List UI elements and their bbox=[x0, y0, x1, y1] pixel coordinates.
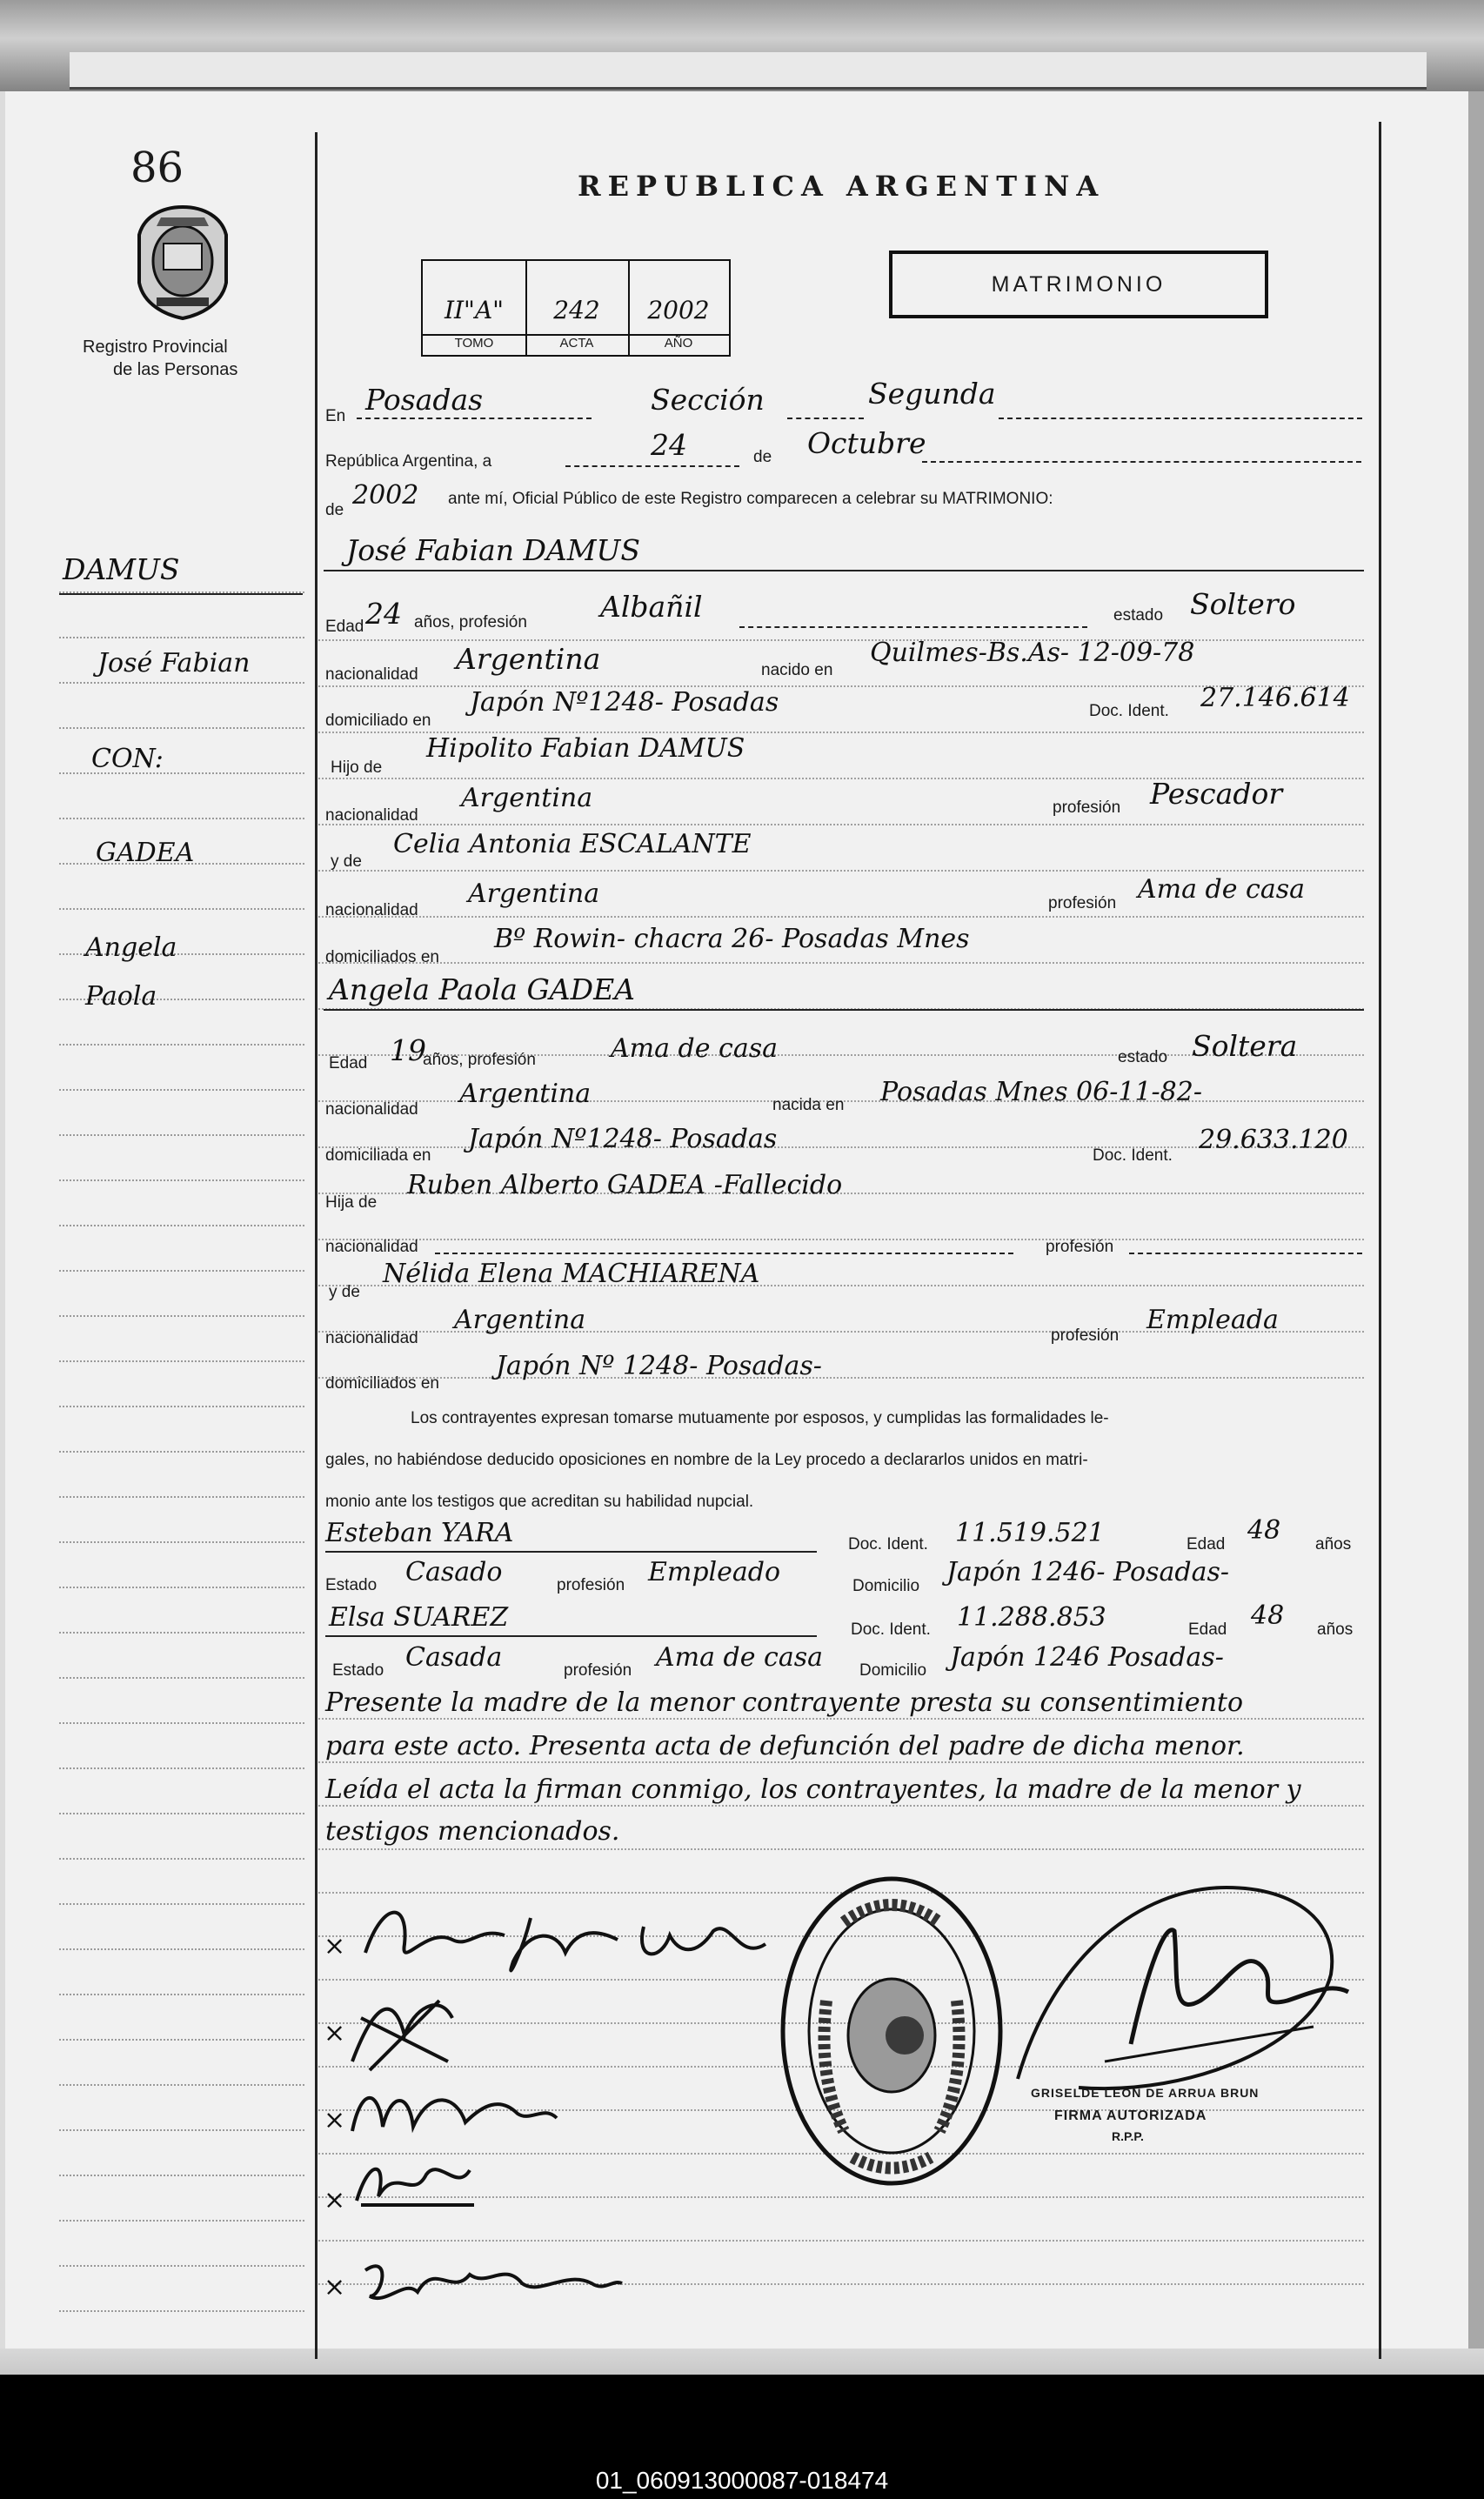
label-nacida: nacida en bbox=[772, 1096, 845, 1114]
margin-rule-line bbox=[59, 637, 304, 638]
signature-mark: × bbox=[324, 2185, 346, 2215]
bride-father-name: Ruben Alberto GADEA -Fallecido bbox=[407, 1170, 843, 1200]
tomo-label: TOMO bbox=[423, 334, 525, 351]
witness2-name: Elsa SUAREZ bbox=[329, 1602, 509, 1633]
main-rule-line bbox=[318, 1718, 1364, 1720]
margin-rule-line bbox=[59, 1541, 304, 1543]
label-estado: estado bbox=[1113, 606, 1164, 625]
ano-label: AÑO bbox=[628, 334, 729, 351]
main-rule-line bbox=[318, 962, 1364, 964]
groom-signature-icon bbox=[357, 1892, 792, 1996]
bride-mother-nationality: Argentina bbox=[454, 1305, 586, 1335]
main-rule-line bbox=[318, 1377, 1364, 1379]
label-nacionalidad: nacionalidad bbox=[325, 1100, 418, 1119]
bride-name: Angela Paola GADEA bbox=[329, 972, 636, 1006]
witness1-profession: Empleado bbox=[648, 1557, 781, 1587]
registry-stamp-icon bbox=[774, 1870, 1009, 2192]
margin-rule-line bbox=[59, 1858, 304, 1860]
label-nacionalidad: nacionalidad bbox=[325, 665, 418, 684]
bride-age: 19 bbox=[390, 1033, 426, 1067]
margin-given-bride-2: Paola bbox=[85, 981, 157, 1012]
label-profesion: profesión bbox=[1048, 894, 1117, 912]
label-nacido: nacido en bbox=[761, 661, 833, 679]
margin-rule-line bbox=[59, 2129, 304, 2131]
margin-rule-line bbox=[59, 1179, 304, 1181]
label-estado: Estado bbox=[332, 1661, 384, 1680]
groom-age: 24 bbox=[365, 597, 402, 631]
margin-rule-line bbox=[59, 1677, 304, 1679]
groom-father-profession: Pescador bbox=[1150, 777, 1283, 811]
witness2-status: Casada bbox=[405, 1642, 503, 1673]
witness2-signature-icon bbox=[357, 2244, 626, 2314]
witness1-age: 48 bbox=[1247, 1515, 1281, 1546]
bride-address: Japón Nº1248- Posadas bbox=[468, 1124, 778, 1154]
field-year: 2002 bbox=[352, 480, 419, 511]
margin-rule-line bbox=[59, 1948, 304, 1950]
label-de: de bbox=[753, 448, 772, 466]
margin-rule-line bbox=[59, 1406, 304, 1407]
label-republic: República Argentina, a bbox=[325, 452, 492, 471]
declaration-line2: gales, no habiéndose deducido oposiciones en nombre de la Ley procedo a declararlos unidos en matri- bbox=[325, 1451, 1088, 1469]
tomo-value: II"A" bbox=[444, 296, 505, 324]
signature-mark: × bbox=[324, 1931, 346, 1961]
coat-of-arms-icon bbox=[130, 200, 235, 322]
ano-value: 2002 bbox=[647, 296, 710, 324]
country-title: REPUBLICA ARGENTINA bbox=[578, 170, 1106, 203]
groom-status: Soltero bbox=[1190, 587, 1296, 621]
note-line2: para este acto. Presenta acta de defunción del padre de dicha menor. bbox=[325, 1731, 1245, 1761]
label-de2: de bbox=[325, 501, 344, 519]
official-name-stamp: GRISELDE LEON DE ARRUA BRUN bbox=[1031, 2086, 1260, 2100]
witness1-status: Casado bbox=[405, 1557, 503, 1587]
witness2-address: Japón 1246 Posadas- bbox=[950, 1642, 1224, 1673]
label-domiciliada: domiciliada en bbox=[325, 1146, 431, 1165]
label-domicilio: Domicilio bbox=[859, 1661, 927, 1680]
mother-signature-icon bbox=[344, 2070, 570, 2148]
label-edad: Edad bbox=[329, 1054, 368, 1072]
label-nacionalidad: nacionalidad bbox=[325, 901, 418, 919]
right-border-line bbox=[1379, 122, 1381, 2359]
groom-profession: Albañil bbox=[600, 590, 703, 624]
margin-rule-line bbox=[59, 2265, 304, 2267]
act-type-box: MATRIMONIO bbox=[889, 251, 1268, 318]
groom-nationality: Argentina bbox=[456, 642, 601, 676]
margin-connector: CON: bbox=[91, 744, 164, 774]
label-domiciliados: domiciliados en bbox=[325, 1374, 439, 1393]
main-rule-line bbox=[318, 2240, 1364, 2242]
label-y-de: y de bbox=[329, 1283, 360, 1301]
margin-underline bbox=[59, 593, 303, 595]
acta-cell bbox=[525, 261, 630, 355]
act-reference-box bbox=[421, 259, 731, 357]
bride-mother-profession: Empleada bbox=[1146, 1305, 1279, 1335]
groom-parents-address: Bº Rowin- chacra 26- Posadas Mnes bbox=[494, 924, 970, 954]
label-domiciliados: domiciliados en bbox=[325, 948, 439, 966]
margin-rule-line bbox=[59, 1270, 304, 1272]
field-city: Posadas bbox=[365, 383, 484, 417]
bride-mother-name: Nélida Elena MACHIARENA bbox=[383, 1259, 760, 1289]
official-office-stamp: R.P.P. bbox=[1112, 2129, 1144, 2143]
margin-given-bride-1: Angela bbox=[85, 932, 177, 963]
groom-name: José Fabian DAMUS bbox=[346, 533, 640, 567]
margin-rule-line bbox=[59, 1813, 304, 1814]
label-estado: estado bbox=[1118, 1048, 1168, 1066]
label-en: En bbox=[325, 407, 346, 425]
bride-doc: 29.633.120 bbox=[1199, 1125, 1348, 1155]
label-profesion: profesión bbox=[1046, 1238, 1114, 1256]
margin-rule-line bbox=[59, 1134, 304, 1136]
label-profesion: profesión bbox=[1053, 798, 1121, 817]
margin-divider bbox=[315, 132, 318, 2359]
scan-image-id: 01_060913000087-018474 bbox=[595, 2467, 889, 2494]
bride-signature-icon bbox=[344, 1983, 465, 2079]
margin-rule-line bbox=[59, 1587, 304, 1588]
bride-profession: Ama de casa bbox=[611, 1033, 778, 1064]
page-number: 86 bbox=[130, 144, 184, 192]
witness2-doc: 11.288.853 bbox=[957, 1602, 1106, 1633]
label-profesion: profesión bbox=[1051, 1326, 1120, 1345]
main-rule-line bbox=[318, 824, 1364, 825]
label-hija: Hija de bbox=[325, 1193, 378, 1212]
label-doc: Doc. Ident. bbox=[1089, 702, 1169, 720]
margin-rule-line bbox=[59, 1089, 304, 1091]
margin-rule-line bbox=[59, 1225, 304, 1226]
registry-name-line2: de las Personas bbox=[113, 360, 238, 379]
label-doc: Doc. Ident. bbox=[851, 1620, 931, 1639]
margin-rule-line bbox=[59, 1315, 304, 1317]
groom-birthplace: Quilmes-Bs.As- 12-09-78 bbox=[870, 638, 1195, 668]
registry-name-line1: Registro Provincial bbox=[83, 337, 228, 357]
margin-rule-line bbox=[59, 1767, 304, 1769]
label-anos: años bbox=[1315, 1535, 1352, 1554]
note-line4: testigos mencionados. bbox=[325, 1816, 620, 1847]
main-rule-line bbox=[318, 916, 1364, 918]
label-nacionalidad: nacionalidad bbox=[325, 1329, 418, 1347]
signature-mark: × bbox=[324, 2272, 346, 2302]
witness1-name: Esteban YARA bbox=[325, 1518, 514, 1548]
margin-rule-line bbox=[59, 1994, 304, 1995]
margin-rule-line bbox=[59, 1360, 304, 1362]
label-ante: ante mí, Oficial Público de este Registro comparecen a celebrar su MATRIMONIO: bbox=[448, 490, 1053, 508]
ano-cell bbox=[628, 261, 729, 355]
witness2-age: 48 bbox=[1251, 1600, 1285, 1631]
signature-mark: × bbox=[324, 2018, 346, 2048]
margin-rule-line bbox=[59, 2310, 304, 2312]
groom-mother-name: Celia Antonia ESCALANTE bbox=[393, 829, 752, 859]
label-anos: años bbox=[1317, 1620, 1354, 1639]
label-profesion: profesión bbox=[564, 1661, 632, 1680]
book-top-edge bbox=[0, 0, 1484, 96]
witness1-address: Japón 1246- Posadas- bbox=[946, 1557, 1229, 1587]
margin-rule-line bbox=[59, 1451, 304, 1453]
label-edad: Edad bbox=[1188, 1620, 1227, 1639]
groom-mother-profession: Ama de casa bbox=[1138, 874, 1305, 905]
groom-father-name: Hipolito Fabian DAMUS bbox=[426, 733, 745, 764]
bride-nationality: Argentina bbox=[459, 1079, 592, 1109]
label-doc: Doc. Ident. bbox=[1093, 1146, 1173, 1165]
margin-rule-line bbox=[59, 1722, 304, 1724]
declaration-line1: Los contrayentes expresan tomarse mutuamente por esposos, y cumplidas las formalidades le- bbox=[411, 1409, 1109, 1427]
label-doc: Doc. Ident. bbox=[848, 1535, 928, 1554]
official-role-stamp: FIRMA AUTORIZADA bbox=[1054, 2108, 1207, 2123]
witness2-profession: Ama de casa bbox=[656, 1642, 823, 1673]
bride-status: Soltera bbox=[1192, 1029, 1298, 1063]
bride-parents-address: Japón Nº 1248- Posadas- bbox=[496, 1351, 822, 1381]
label-anos-profesion: años, profesión bbox=[414, 613, 527, 631]
label-nacionalidad: nacionalidad bbox=[325, 806, 418, 825]
label-hijo: Hijo de bbox=[331, 758, 383, 777]
field-day: 24 bbox=[651, 428, 687, 462]
witness1-doc: 11.519.521 bbox=[955, 1518, 1105, 1548]
tomo-cell bbox=[423, 261, 527, 355]
label-edad: Edad bbox=[325, 618, 364, 636]
label-profesion: profesión bbox=[557, 1576, 625, 1594]
main-rule-line bbox=[318, 1239, 1364, 1240]
bride-birthplace: Posadas Mnes 06-11-82- bbox=[880, 1077, 1202, 1107]
label-domiciliado: domiciliado en bbox=[325, 712, 431, 730]
margin-rule-line bbox=[59, 2175, 304, 2176]
declaration-line3: monio ante los testigos que acreditan su habilidad nupcial. bbox=[325, 1493, 754, 1511]
main-rule-line bbox=[318, 1848, 1364, 1850]
main-rule-line bbox=[318, 870, 1364, 872]
margin-rule-line bbox=[59, 908, 304, 910]
label-section: Sección bbox=[651, 383, 765, 417]
groom-address: Japón Nº1248- Posadas bbox=[470, 687, 779, 718]
acta-label: ACTA bbox=[525, 334, 628, 351]
margin-given-groom: José Fabian bbox=[97, 648, 251, 678]
signature-mark: × bbox=[324, 2105, 346, 2135]
margin-rule-line bbox=[59, 1903, 304, 1905]
groom-doc: 27.146.614 bbox=[1200, 683, 1350, 713]
main-rule-line bbox=[318, 1761, 1364, 1763]
margin-surname-groom: DAMUS bbox=[63, 552, 180, 586]
margin-rule-line bbox=[59, 1632, 304, 1634]
acta-value: 242 bbox=[553, 296, 600, 324]
groom-mother-nationality: Argentina bbox=[468, 879, 600, 909]
field-section: Segunda bbox=[868, 377, 996, 411]
label-nacionalidad: nacionalidad bbox=[325, 1238, 418, 1256]
margin-rule-line bbox=[59, 2084, 304, 2086]
margin-rule-line bbox=[59, 2220, 304, 2222]
label-estado: Estado bbox=[325, 1576, 378, 1594]
margin-rule-line bbox=[59, 2039, 304, 2041]
margin-rule-line bbox=[59, 1496, 304, 1498]
note-line3: Leída el acta la firman conmigo, los contrayentes, la madre de la menor y bbox=[325, 1774, 1301, 1805]
margin-rule-line bbox=[59, 818, 304, 819]
margin-rule-line bbox=[59, 727, 304, 729]
margin-rule-line bbox=[59, 1044, 304, 1046]
label-edad: Edad bbox=[1187, 1535, 1226, 1554]
witness1-signature-icon bbox=[344, 2148, 483, 2218]
margin-surname-bride: GADEA bbox=[96, 838, 195, 868]
note-line1: Presente la madre de la menor contrayente presta su consentimiento bbox=[325, 1687, 1244, 1718]
field-month: Octubre bbox=[807, 426, 926, 460]
groom-father-nationality: Argentina bbox=[461, 783, 593, 813]
main-rule-line bbox=[318, 1805, 1364, 1807]
main-rule-line bbox=[318, 639, 1364, 641]
label-y-de: y de bbox=[331, 852, 362, 871]
margin-rule-line bbox=[59, 682, 304, 684]
official-signature-icon bbox=[1000, 1870, 1366, 2105]
label-domicilio: Domicilio bbox=[852, 1577, 920, 1595]
label-anos-profesion: años, profesión bbox=[423, 1051, 536, 1069]
